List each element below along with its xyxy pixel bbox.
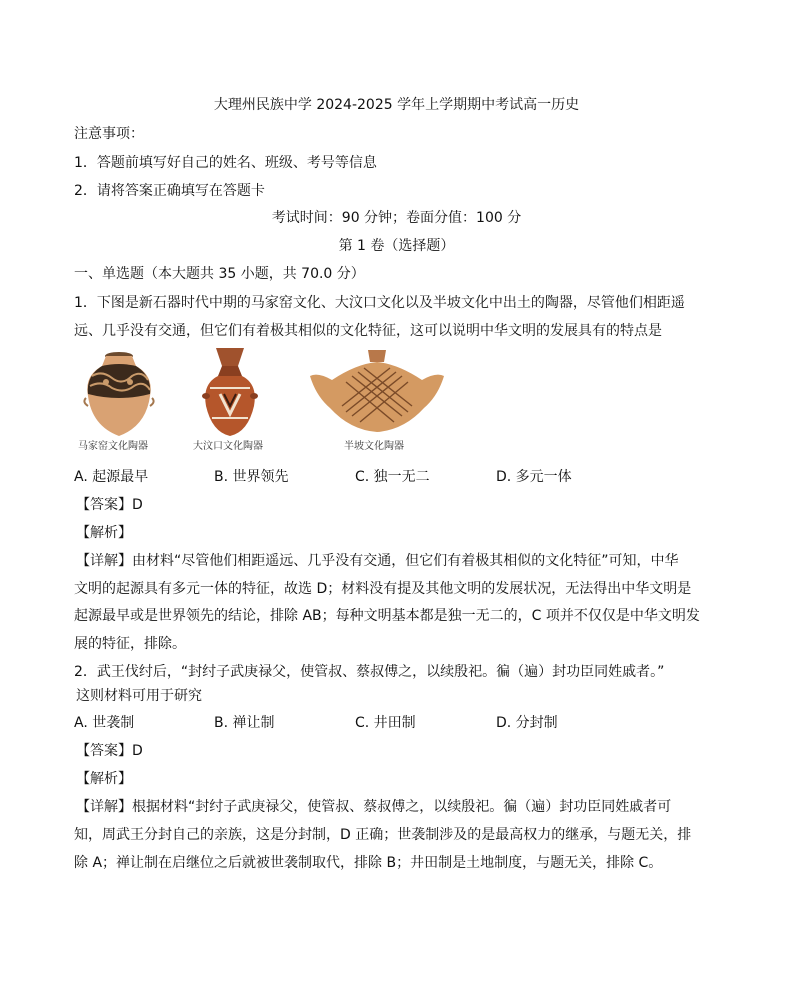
exam-title: 大理州民族中学 2024-2025 学年上学期期中考试高一历史 xyxy=(213,97,580,113)
q1-pottery-images xyxy=(74,346,454,458)
q1-option-c: C. 独一无二 xyxy=(355,469,430,485)
q2-stem-line-1: 2．武王伐纣后，“封纣子武庚禄父，使管叔、蔡叔傅之，以续殷祀。徧（遍）封功臣同姓戚者。” xyxy=(74,664,665,680)
q1-detail-line-2: 文明的起源具有多元一体的特征，故选 D；材料没有提及其他文明的发展状况，无法得出中华文明是 xyxy=(74,581,692,597)
q1-answer: 【答案】D xyxy=(76,497,143,513)
majiayao-pottery-image xyxy=(82,346,156,438)
notice-title: 注意事项： xyxy=(74,126,144,142)
q2-analysis-label: 【解析】 xyxy=(76,771,132,787)
q1-detail-line-1: 【详解】由材料“尽管他们相距遥远、几乎没有交通，但它们有着极其相似的文化特征”可知，中华 xyxy=(76,553,679,569)
dawenkou-pottery-image xyxy=(200,346,260,438)
notice-item-1: 1．答题前填写好自己的姓名、班级、考号等信息 xyxy=(74,155,377,171)
q1-stem-line-1: 1．下图是新石器时代中期的马家窑文化、大汶口文化以及半坡文化中出土的陶器，尽管他们相距遥 xyxy=(74,295,685,311)
caption-dawenkou: 大汶口文化陶器 xyxy=(193,441,263,452)
banpo-pottery-image xyxy=(306,346,448,438)
q1-detail-line-4: 展的特征，排除。 xyxy=(74,636,186,652)
q1-options xyxy=(74,467,724,487)
q2-options xyxy=(74,713,724,733)
exam-info: 考试时间：90 分钟；卷面分值：100 分 xyxy=(271,210,522,226)
caption-majiayao: 马家窑文化陶器 xyxy=(78,441,148,452)
q2-stem-line-2: 这则材料可用于研究 xyxy=(76,688,202,704)
notice-item-2: 2．请将答案正确填写在答题卡 xyxy=(74,183,265,199)
q2-detail-line-2: 知，周武王分封自己的亲族，这是分封制，D 正确；世袭制涉及的是最高权力的继承，与题无关，排 xyxy=(74,827,692,843)
section-title: 一、单选题（本大题共 35 小题，共 70.0 分） xyxy=(74,266,365,282)
q1-analysis-label: 【解析】 xyxy=(76,525,132,541)
caption-banpo: 半坡文化陶器 xyxy=(344,441,404,452)
q2-option-b: B. 禅让制 xyxy=(214,715,275,731)
q2-detail-line-1: 【详解】根据材料“封纣子武庚禄父，使管叔、蔡叔傅之，以续殷祀。徧（遍）封功臣同姓戚者可 xyxy=(76,799,672,815)
q1-option-a: A. 起源最早 xyxy=(74,469,149,485)
q1-detail-line-3: 起源最早或是世界领先的结论，排除 AB；每种文明基本都是独一无二的，C 项并不仅仅是中华文明发 xyxy=(74,608,700,624)
q1-stem-line-2: 远、几乎没有交通，但它们有着极其相似的文化特征，这可以说明中华文明的发展具有的特点是 xyxy=(74,323,662,339)
q2-option-d: D. 分封制 xyxy=(496,715,558,731)
volume-title: 第 1 卷（选择题） xyxy=(338,238,455,254)
q1-option-b: B. 世界领先 xyxy=(214,469,289,485)
q2-answer: 【答案】D xyxy=(76,743,143,759)
q2-option-a: A. 世袭制 xyxy=(74,715,135,731)
q2-option-c: C. 井田制 xyxy=(355,715,416,731)
q1-option-d: D. 多元一体 xyxy=(496,469,572,485)
q2-detail-line-3: 除 A；禅让制在启继位之后就被世袭制取代，排除 B；井田制是土地制度，与题无关，排除 C。 xyxy=(74,855,663,871)
